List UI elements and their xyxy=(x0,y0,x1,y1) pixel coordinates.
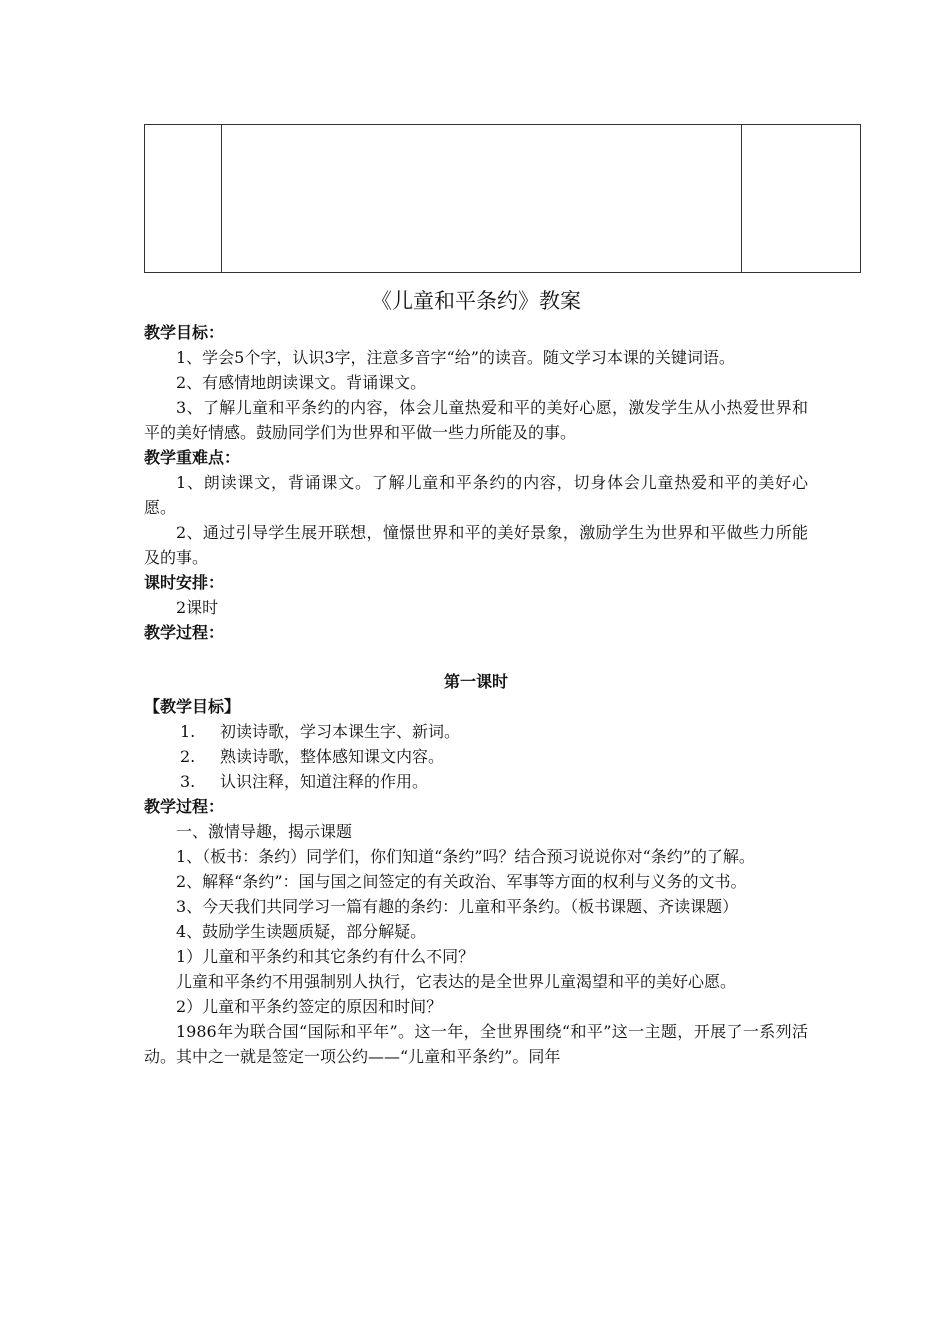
list-text: 初读诗歌，学习本课生字、新词。 xyxy=(220,722,461,741)
process-paragraph: 2、解释“条约”：国与国之间签定的有关政治、军事等方面的权利与义务的文书。 xyxy=(176,872,747,891)
process-paragraph: 4、鼓励学生读题质疑，部分解疑。 xyxy=(176,922,427,941)
lesson1-goal-item xyxy=(144,769,808,794)
schedule-heading: 课时安排： xyxy=(144,573,225,592)
goal-item: 1、学会5个字，认识3字，注意多音字“给”的读音。随文学习本课的关键词语。 xyxy=(176,348,735,367)
lesson1-goal-item xyxy=(144,719,808,744)
list-text: 熟读诗歌，整体感知课文内容。 xyxy=(220,747,445,766)
goal-item: 2、有感情地朗读课文。背诵课文。 xyxy=(176,373,427,392)
table-column-divider xyxy=(221,125,222,272)
list-number: 2. xyxy=(180,747,196,766)
schedule-text: 2课时 xyxy=(176,598,219,617)
list-number: 3. xyxy=(180,772,196,791)
process-paragraph: 一、激情导趣，揭示课题 xyxy=(176,822,353,841)
key-point-item: 2、通过引导学生展开联想，憧憬世界和平的美好景象，激励学生为世界和平做些力所能及的事。 xyxy=(144,523,808,567)
process-paragraph: 1986年为联合国“国际和平年”。这一年，全世界围绕“和平”这一主题，开展了一系列活动。其中之一就是签定一项公约——“儿童和平条约”。同年 xyxy=(144,1022,808,1066)
document-title: 《儿童和平条约》教案 xyxy=(371,289,581,313)
goal-item: 3、了解儿童和平条约的内容，体会儿童热爱和平的美好心愿，激发学生从小热爱世界和平的美好情感。鼓励同学们为世界和平做一些力所能及的事。 xyxy=(144,398,808,442)
process-paragraph: 3、今天我们共同学习一篇有趣的条约：儿童和平条约。（板书课题、齐读课题） xyxy=(176,897,739,916)
lesson1-goal-item xyxy=(144,744,808,769)
goals-heading: 教学目标： xyxy=(144,323,225,342)
process-paragraph: 儿童和平条约不用强制别人执行，它表达的是全世界儿童渴望和平的美好心愿。 xyxy=(176,972,737,991)
key-point-item: 1、朗读课文，背诵课文。了解儿童和平条约的内容，切身体会儿童热爱和平的美好心愿。 xyxy=(144,473,808,517)
process-paragraph: 2）儿童和平条约签定的原因和时间？ xyxy=(176,997,443,1016)
process-heading: 教学过程： xyxy=(144,623,225,642)
list-number: 1. xyxy=(180,722,196,741)
document-body xyxy=(144,284,808,1069)
process-paragraph: 1）儿童和平条约和其它条约有什么不同？ xyxy=(176,947,475,966)
key-points-heading: 教学重难点： xyxy=(144,448,241,467)
list-text: 认识注释，知道注释的作用。 xyxy=(220,772,429,791)
lesson1-process-heading: 教学过程： xyxy=(144,797,225,816)
lesson1-title: 第一课时 xyxy=(443,672,508,691)
process-paragraph: 1、（板书：条约）同学们，你们知道“条约”吗？结合预习说说你对“条约”的了解。 xyxy=(176,847,755,866)
table-column-divider xyxy=(741,125,742,272)
empty-table xyxy=(144,124,861,273)
lesson1-goals-heading: 【教学目标】 xyxy=(144,697,241,716)
